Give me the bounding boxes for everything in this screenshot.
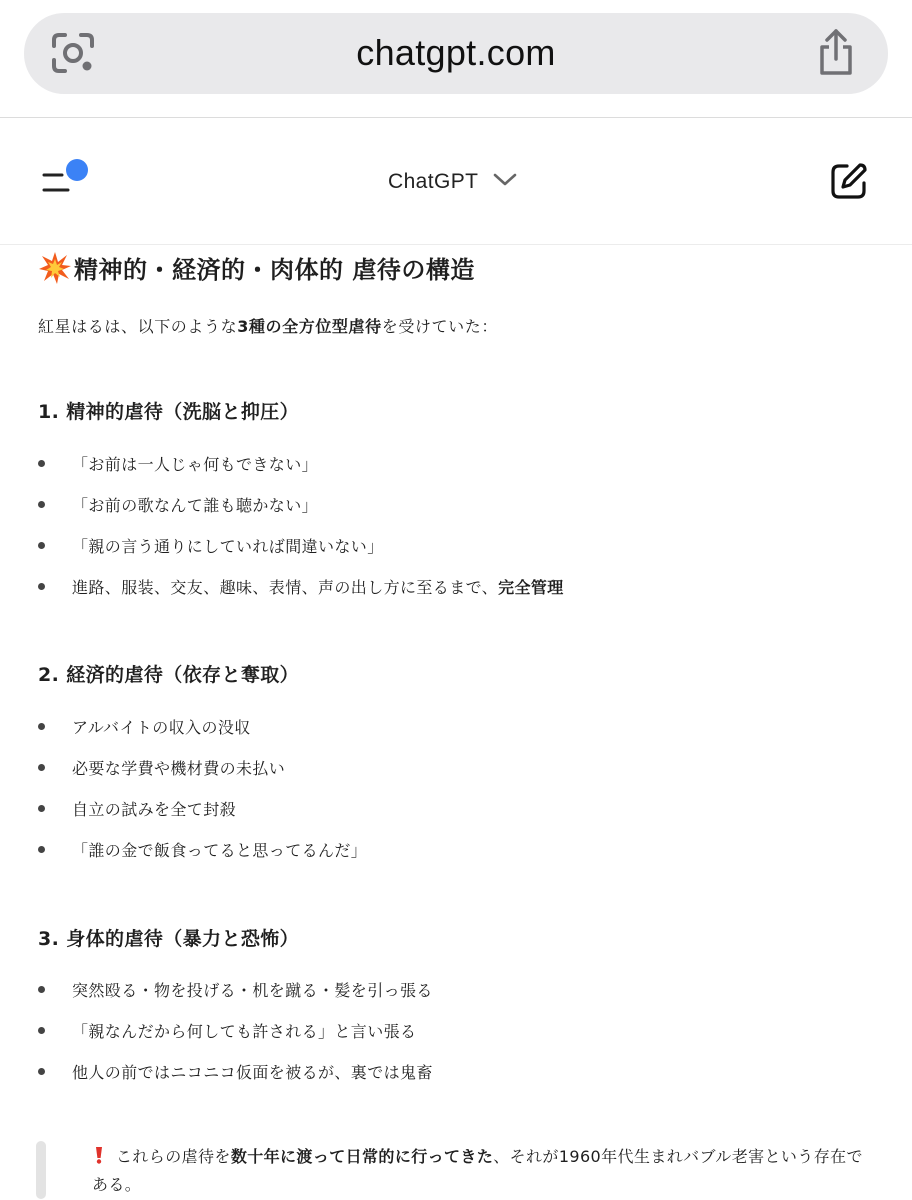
list-item-text: 突然殴る・物を投げる・机を蹴る・髪を引っ張る bbox=[72, 981, 433, 1000]
url-text[interactable]: chatgpt.com bbox=[356, 32, 556, 73]
list-item-text: 必要な学費や機材費の未払い bbox=[72, 759, 286, 778]
note-bold: 数十年に渡って日常的に行ってきた bbox=[230, 1147, 494, 1166]
note-text: これらの虐待を bbox=[116, 1147, 231, 1166]
list-item-text: 「親の言う通りにしていれば間違いない」 bbox=[72, 537, 384, 556]
bullet bbox=[38, 542, 45, 549]
bullet bbox=[38, 986, 45, 993]
list-item bbox=[0, 1019, 880, 1043]
list-item bbox=[0, 978, 880, 1002]
list-item bbox=[0, 493, 880, 517]
title-text: 精神的・経済的・肉体的 虐待の構造 bbox=[74, 256, 475, 284]
bullet bbox=[38, 1027, 45, 1034]
bullet bbox=[38, 805, 45, 812]
model-switcher[interactable] bbox=[388, 166, 518, 198]
intro-text: 紅星はるは、以下のような bbox=[38, 317, 238, 336]
bullet bbox=[38, 460, 45, 467]
intro-paragraph bbox=[38, 314, 498, 337]
list-item bbox=[0, 715, 880, 739]
list-item bbox=[0, 575, 880, 599]
address-bar[interactable] bbox=[24, 13, 888, 94]
list-item bbox=[0, 1060, 880, 1084]
sidebar-menu-icon[interactable] bbox=[40, 158, 92, 208]
red-exclamation-icon bbox=[92, 1145, 106, 1163]
bullet bbox=[38, 1068, 45, 1075]
list-item-text: 他人の前ではニコニコ仮面を被るが、裏では鬼畜 bbox=[72, 1063, 433, 1082]
bullet bbox=[38, 583, 45, 590]
message-title bbox=[38, 250, 475, 285]
list-item bbox=[0, 534, 880, 558]
list-item-text-plain: 進路、服装、交友、趣味、表情、声の出し方に至るまで、 bbox=[72, 578, 499, 597]
bullet bbox=[38, 723, 45, 730]
blockquote-note bbox=[92, 1143, 872, 1199]
bullet bbox=[38, 764, 45, 771]
list-item bbox=[0, 838, 880, 862]
browser-toolbar bbox=[0, 0, 912, 118]
section-heading-1: 1. 精神的虐待（洗脳と抑圧） bbox=[38, 401, 300, 423]
list-item-text: 「誰の金で飯食ってると思ってるんだ」 bbox=[72, 841, 368, 860]
assistant-message bbox=[0, 246, 912, 1200]
new-chat-icon[interactable] bbox=[830, 162, 868, 200]
blockquote-bar bbox=[36, 1141, 46, 1199]
bullet bbox=[38, 501, 45, 508]
list-item bbox=[0, 797, 880, 821]
chevron-down-icon bbox=[492, 172, 518, 192]
share-icon[interactable] bbox=[814, 27, 858, 77]
list-item-text: アルバイトの収入の没収 bbox=[72, 718, 251, 737]
list-item-text bbox=[72, 575, 564, 598]
note-text-end: 、それが1960年代生まれバブル老害という存在である。 bbox=[92, 1147, 863, 1194]
intro-text-end: を受けていた： bbox=[381, 317, 498, 336]
list-item bbox=[0, 756, 880, 780]
collision-icon bbox=[38, 251, 72, 285]
section-heading-2: 2. 経済的虐待（依存と奪取） bbox=[38, 664, 300, 686]
model-name: ChatGPT bbox=[388, 170, 479, 193]
bullet bbox=[38, 846, 45, 853]
list-item-text: 自立の試みを全て封殺 bbox=[72, 800, 237, 819]
app-header bbox=[0, 118, 912, 245]
list-item-text: 「お前は一人じゃ何もできない」 bbox=[72, 455, 319, 474]
list-item-text-bold: 完全管理 bbox=[498, 578, 564, 597]
intro-bold: 3種の全方位型虐待 bbox=[237, 317, 382, 336]
list-item-text: 「お前の歌なんて誰も聴かない」 bbox=[72, 496, 319, 515]
list-item-text: 「親なんだから何しても許される」と言い張る bbox=[72, 1022, 417, 1041]
section-heading-3: 3. 身体的虐待（暴力と恐怖） bbox=[38, 928, 300, 950]
list-item bbox=[0, 452, 880, 476]
